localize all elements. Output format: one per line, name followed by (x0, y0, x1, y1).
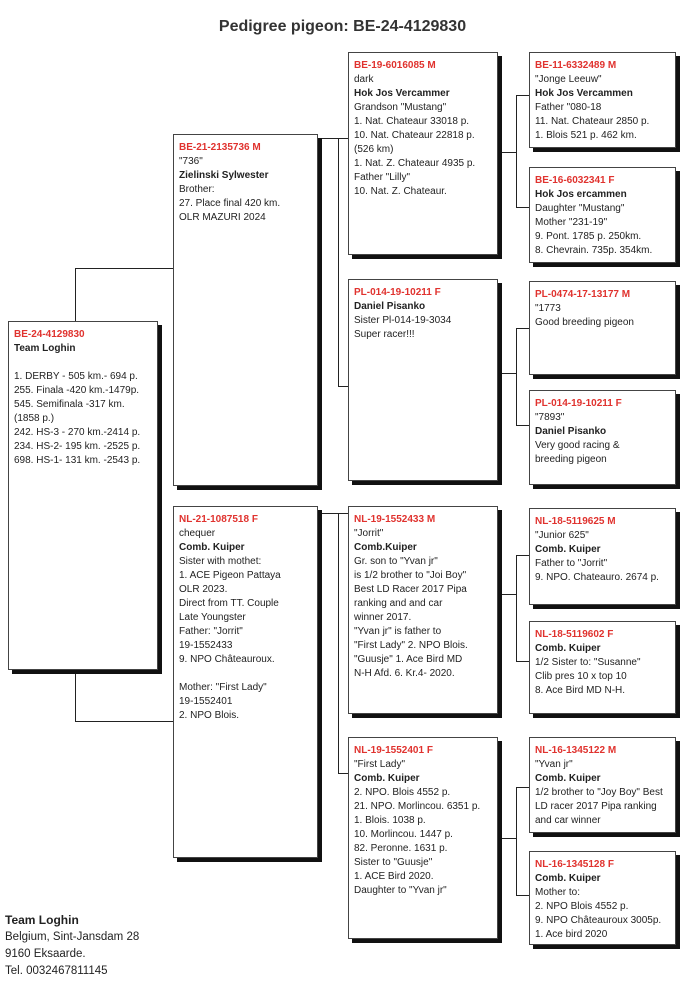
owner-name: Comb. Kuiper (535, 773, 601, 784)
ring-number: BE-16-6032341 F (535, 175, 615, 186)
connector-line (516, 787, 530, 788)
connector-line (496, 594, 516, 595)
connector-line (496, 373, 516, 374)
ring-number: NL-16-1345128 F (535, 859, 614, 870)
owner-name: Hok Jos Vercammer (354, 88, 450, 99)
info-text: 2. NPO. Blois 4552 p. 21. NPO. Morlincou. 6351 p. 1. Blois. 1038 p. 10. Morlincou. 1447 p. 82. Peronne. 1631 p. Sister to "Guusje" 1. ACE Bird 2020. Daughter to "Yvan jr" (354, 787, 481, 896)
owner-name: Daniel Pisanko (354, 301, 426, 312)
connector-line (316, 513, 349, 514)
info-text: Very good racing & breeding pigeon (535, 440, 620, 465)
owner-name: Team Loghin (5, 913, 79, 927)
connector-line (316, 138, 349, 139)
owner-name: Comb. Kuiper (535, 544, 601, 555)
ggp-fff-card (529, 52, 676, 148)
ring-number: PL-014-19-10211 F (535, 398, 622, 409)
maternal-grandmother-card (348, 737, 498, 939)
info-text: Father "080-18 11. Nat. Chateaur 2850 p. 1. Blois 521 p. 462 km. (535, 102, 650, 141)
owner-name: Zielinski Sylwester (179, 170, 269, 181)
ggp-mfm-card (529, 621, 676, 714)
owner-name: Team Loghin (14, 343, 76, 354)
connector-line (338, 513, 339, 773)
nickname: dark (354, 74, 374, 85)
owner-postal: 9160 Eksaarde. (5, 948, 86, 960)
connector-line (516, 328, 530, 329)
info-text: Grandson "Mustang" 1. Nat. Chateaur 33018 p. 10. Nat. Chateaur 22818 p. (526 km) 1. Nat. Z. Chateaur 4935 p. Father "Lilly" 10. Nat. Z. Chateaur. (354, 102, 476, 197)
connector-line (496, 152, 516, 153)
info-text: Father to "Jorrit" 9. NPO. Chateauro. 2674 p. (535, 558, 659, 583)
connector-line (75, 721, 174, 722)
ring-number: NL-19-1552433 M (354, 514, 436, 525)
ring-number: BE-24-4129830 (14, 329, 85, 340)
connector-line (496, 838, 516, 839)
ring-number: PL-014-19-10211 F (354, 287, 441, 298)
page-title: Pedigree pigeon: BE-24-4129830 (218, 18, 467, 35)
connector-line (516, 425, 530, 426)
connector-line (75, 268, 174, 269)
nickname: "Junior 625" (535, 530, 589, 541)
ggp-mmf-card (529, 737, 676, 833)
father-card (173, 134, 318, 486)
ggp-mmm-card (529, 851, 676, 945)
connector-line (516, 207, 530, 208)
connector-line (516, 328, 517, 425)
owner-phone: Tel. 0032467811145 (5, 965, 108, 977)
connector-line (75, 670, 76, 721)
ggp-fmm-card (529, 390, 676, 485)
connector-line (516, 95, 530, 96)
connector-line (516, 787, 517, 895)
connector-line (516, 661, 530, 662)
info-text: Gr. son to "Yvan jr" is 1/2 brother to "Joi Boy" Best LD Racer 2017 Pipa ranking and and car winner 2017. "Yvan jr" is father to "First Lady" 2. NPO Blois. "Guusje" 1. Ace Bird MD N-H Afd. 6. Kr.4- 2020. (354, 556, 468, 679)
connector-line (516, 555, 530, 556)
info-text: Sister Pl-014-19-3034 Super racer!!! (354, 315, 452, 340)
info-text: Mother to: 2. NPO Blois 4552 p. 9. NPO Châteauroux 3005p. 1. Ace bird 2020 (535, 887, 662, 940)
ring-number: BE-11-6332489 M (535, 60, 617, 71)
nickname: "736" (179, 156, 203, 167)
paternal-grandmother-card (348, 279, 498, 481)
owner-name: Hok Jos Vercammen (535, 88, 633, 99)
nickname: chequer (179, 528, 216, 539)
results-text: 1. DERBY - 505 km.- 694 p. 255. Finala -420 km.-1479p. 545. Semifinala -317 km. (1858 p.) 242. HS-3 - 270 km.-2414 p. 234. HS-2- 195 km. -2525 p. 698. HS-1- 131 km. -2543 p. (14, 371, 141, 466)
connector-line (338, 138, 339, 386)
owner-name: Comb. Kuiper (354, 773, 420, 784)
owner-name: Comb. Kuiper (179, 542, 245, 553)
connector-line (516, 555, 517, 661)
owner-name: Comb. Kuiper (535, 643, 601, 654)
nickname: "7893" (535, 412, 565, 423)
subject-card (8, 321, 158, 670)
info-text: 1/2 Sister to: "Susanne" Clib pres 10 x top 10 8. Ace Bird MD N-H. (535, 657, 641, 696)
owner-name: Daniel Pisanko (535, 426, 607, 437)
nickname: "Jorrit" (354, 528, 384, 539)
info-text: Daughter "Mustang" Mother "231-19" 9. Pont. 1785 p. 250km. 8. Chevrain. 735p. 354km. (535, 203, 653, 256)
ggp-mff-card (529, 508, 676, 605)
connector-line (516, 895, 530, 896)
ring-number: BE-21-2135736 M (179, 142, 261, 153)
ggp-fmf-card (529, 281, 676, 375)
nickname: "First Lady" (354, 759, 406, 770)
ring-number: BE-19-6016085 M (354, 60, 436, 71)
paternal-grandfather-card (348, 52, 498, 255)
ring-number: NL-18-5119625 M (535, 516, 616, 527)
connector-line (516, 95, 517, 207)
owner-address: Belgium, Sint-Jansdam 28 (5, 931, 140, 943)
owner-contact (5, 912, 139, 980)
nickname: "Jonge Leeuw" (535, 74, 602, 85)
owner-name: Comb. Kuiper (535, 873, 601, 884)
ring-number: NL-16-1345122 M (535, 745, 617, 756)
info-text: Good breeding pigeon (535, 317, 634, 328)
info-text: 1/2 brother to "Joy Boy" Best LD racer 2017 Pipa ranking and car winner (535, 787, 663, 826)
owner-name: Comb.Kuiper (354, 542, 417, 553)
info-text: Sister with mothet: 1. ACE Pigeon Pattaya OLR 2023. Direct from TT. Couple Late Youngster Father: "Jorrit" 19-1552433 9. NPO Châteauroux. Mother: "First Lady" 19-1552401 2. NPO Blois. (179, 556, 281, 721)
nickname: "1773 (535, 303, 561, 314)
maternal-grandfather-card (348, 506, 498, 714)
ring-number: PL-0474-17-13177 M (535, 289, 631, 300)
ring-number: NL-18-5119602 F (535, 629, 614, 640)
nickname: "Yvan jr" (535, 759, 573, 770)
ring-number: NL-21-1087518 F (179, 514, 258, 525)
info-text: Brother: 27. Place final 420 km. OLR MAZURI 2024 (179, 184, 281, 223)
owner-name: Hok Jos ercammen (535, 189, 627, 200)
ring-number: NL-19-1552401 F (354, 745, 433, 756)
connector-line (75, 268, 76, 322)
ggp-ffm-card (529, 167, 676, 263)
mother-card (173, 506, 318, 858)
